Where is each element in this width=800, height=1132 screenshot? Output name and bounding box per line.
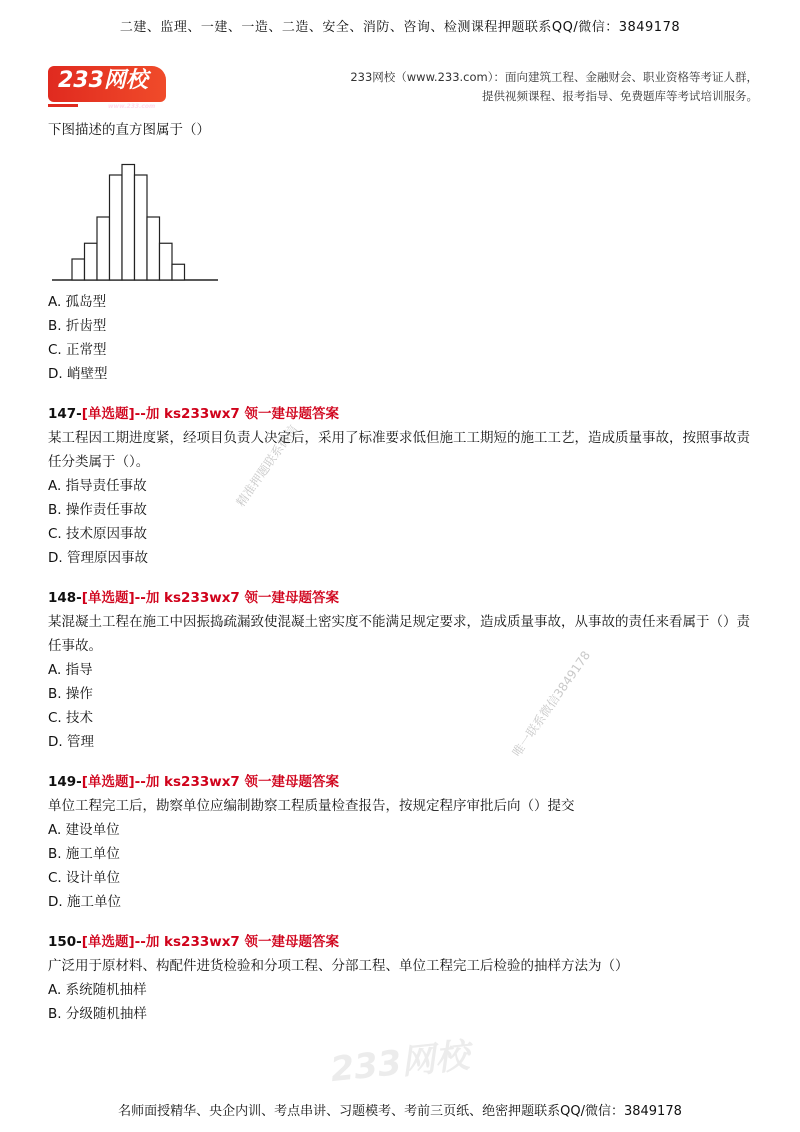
header-desc-line2: 提供视频课程、报考指导、免费题库等考试培训服务。 [482, 89, 758, 103]
question-text: 某工程因工期进度紧，经项目负责人决定后，采用了标准要求低但施工工期短的施工工艺，造成质量事故，按照事故责任分类属于（）。 [48, 430, 750, 470]
question-type-tag: [单选题]--加 ks233wx7 领一建母题答案 [81, 934, 340, 950]
question-type-tag: [单选题]--加 ks233wx7 领一建母题答案 [81, 590, 340, 606]
question-number: 148- [48, 590, 82, 606]
option[interactable]: A. 系统随机抽样 [48, 982, 147, 998]
histogram-bar [122, 165, 135, 281]
footer-banner: 名师面授精华、央企内训、考点串讲、习题模考、考前三页纸、绝密押题联系QQ/微信：3849178 [118, 1104, 682, 1119]
question-text: 单位工程完工后，勘察单位应编制勘察工程质量检查报告，按规定程序审批后向（）提交 [48, 798, 575, 814]
option[interactable]: C. 技术原因事故 [48, 526, 148, 542]
question-header [48, 930, 758, 954]
histogram-bar [110, 175, 123, 280]
option[interactable]: D. 管理原因事故 [48, 550, 148, 566]
site-logo[interactable] [48, 66, 166, 110]
option[interactable]: D. 管理 [48, 734, 94, 750]
question-content [48, 118, 758, 1026]
option[interactable]: B. 折齿型 [48, 318, 107, 334]
histogram-bar [147, 217, 160, 280]
question-header [48, 586, 758, 610]
option[interactable]: C. 技术 [48, 710, 94, 726]
option[interactable]: B. 施工单位 [48, 846, 120, 862]
question-number: 147- [48, 406, 82, 422]
option[interactable]: C. 正常型 [48, 342, 107, 358]
histogram-bar [72, 259, 85, 280]
option[interactable]: C. 设计单位 [48, 870, 121, 886]
option[interactable]: A. 孤岛型 [48, 294, 107, 310]
option[interactable]: A. 建设单位 [48, 822, 120, 838]
question-number: 149- [48, 774, 82, 790]
option[interactable]: A. 指导 [48, 662, 93, 678]
intro-question-text: 下图描述的直方图属于（） [48, 122, 210, 138]
histogram-bar [97, 217, 110, 280]
top-banner: 二建、监理、一建、一造、二造、安全、消防、咨询、检测课程押题联系QQ/微信：3849178 [119, 20, 681, 35]
histogram-chart [52, 148, 222, 284]
option[interactable]: B. 操作 [48, 686, 93, 702]
watermark-logo: 233网校 [328, 1035, 472, 1091]
histogram-bar [160, 243, 173, 280]
question-number: 150- [48, 934, 82, 950]
header-desc-line1: 233网校（www.233.com）：面向建筑工程、金融财会、职业资格等考证人群， [350, 70, 758, 84]
option[interactable]: D. 施工单位 [48, 894, 121, 910]
logo-subtext: www.233.com [108, 103, 156, 110]
option[interactable]: B. 操作责任事故 [48, 502, 147, 518]
question-header [48, 402, 758, 426]
watermark-text-2: 唯一联系微信3849178 [509, 648, 594, 760]
histogram-bar [85, 243, 98, 280]
histogram-bar [172, 264, 185, 280]
option[interactable]: A. 指导责任事故 [48, 478, 147, 494]
header-description [298, 68, 758, 106]
watermark-text-1: 精准押题联系微信 [233, 422, 301, 510]
histogram-bar [135, 175, 148, 280]
question-header [48, 770, 758, 794]
question-text: 某混凝土工程在施工中因振捣疏漏致使混凝土密实度不能满足规定要求，造成质量事故，从事故的责任来看属于（）责任事故。 [48, 614, 750, 654]
page-header [48, 62, 758, 110]
logo-underline [48, 104, 78, 107]
question-type-tag: [单选题]--加 ks233wx7 领一建母题答案 [81, 774, 340, 790]
question-type-tag: [单选题]--加 ks233wx7 领一建母题答案 [81, 406, 340, 422]
logo-text: 233网校 [58, 68, 148, 93]
option[interactable]: B. 分级随机抽样 [48, 1006, 147, 1022]
option[interactable]: D. 峭壁型 [48, 366, 108, 382]
question-text: 广泛用于原材料、构配件进货检验和分项工程、分部工程、单位工程完工后检验的抽样方法为（） [48, 958, 629, 974]
